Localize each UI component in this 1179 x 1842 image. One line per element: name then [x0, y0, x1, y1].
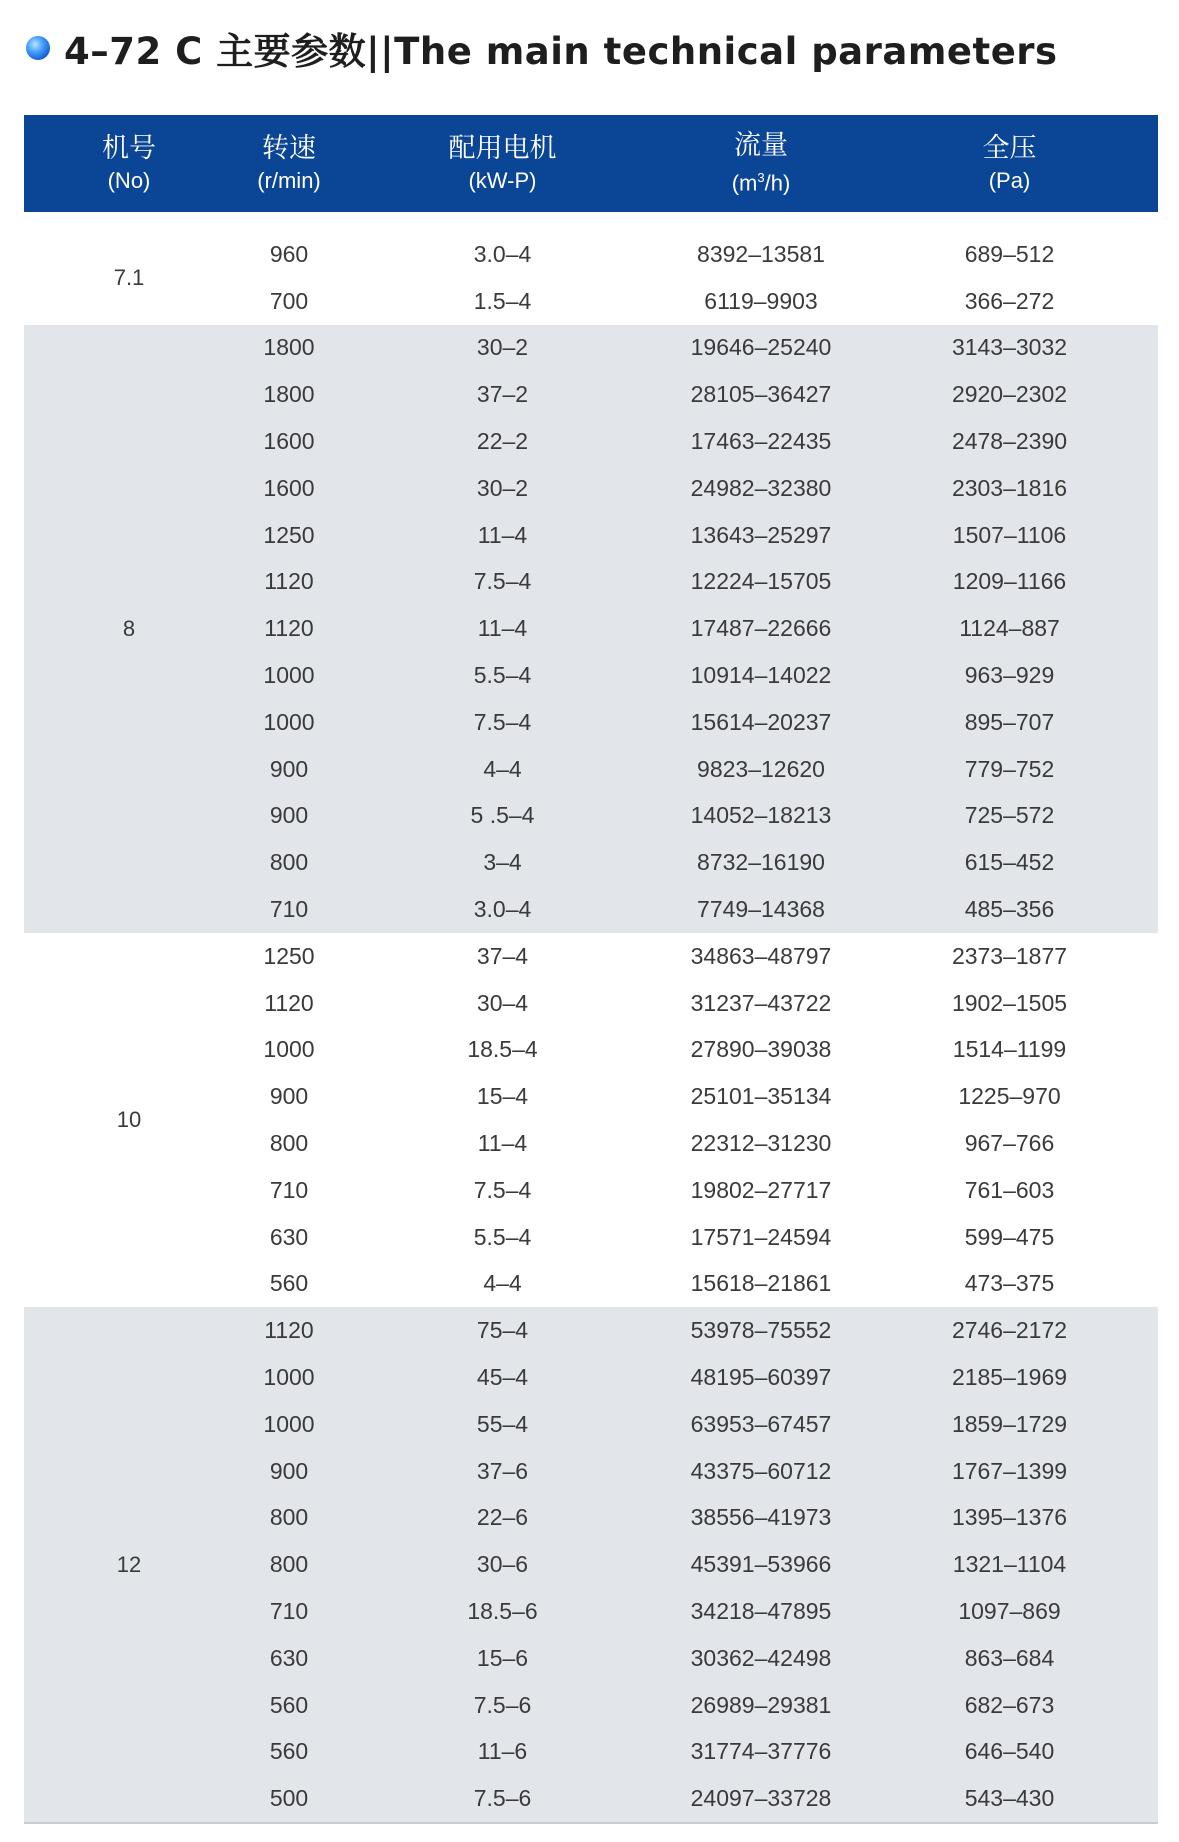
table-row [234, 839, 1158, 886]
motor-cell: 18.5–6 [467, 1598, 538, 1624]
flow-cell: 8392–13581 [697, 240, 825, 267]
motor-cell: 5.5–4 [473, 662, 532, 689]
fan-group [24, 325, 1158, 933]
pressure-cell: 1209–1166 [952, 568, 1067, 595]
motor-cell: 7.5–4 [473, 568, 532, 595]
pressure-cell: 1097–869 [958, 1598, 1061, 1624]
pressure-cell: 1395–1376 [951, 1504, 1068, 1531]
rpm-cell: 800 [269, 1130, 309, 1157]
pressure-cell: 967–766 [964, 1130, 1055, 1157]
rpm-cell: 960 [269, 240, 309, 267]
table-row [234, 652, 1158, 699]
flow-cell: 10914–14022 [690, 662, 832, 689]
pressure-cell: 366–272 [964, 287, 1055, 314]
table-row [234, 1027, 1158, 1074]
motor-cell: 15–4 [476, 1083, 529, 1110]
motor-cell: 75–4 [476, 1317, 529, 1344]
group-rows [234, 1307, 1158, 1822]
flow-cell: 12224–15705 [690, 568, 832, 595]
pressure-cell: 615–452 [964, 849, 1055, 876]
pressure-cell: 1767–1399 [951, 1457, 1068, 1484]
flow-unit-sup: 3 [757, 169, 765, 185]
header-motor-label: 配用电机 [448, 132, 557, 164]
table-row [234, 1073, 1158, 1120]
table-row [234, 371, 1158, 418]
flow-cell: 34218–47895 [690, 1598, 832, 1624]
rpm-cell: 900 [269, 1457, 309, 1484]
header-flow-unit [732, 163, 791, 198]
pressure-cell: 2746–2172 [951, 1317, 1068, 1344]
motor-cell: 7.5–4 [473, 708, 532, 735]
rpm-cell: 560 [269, 1738, 309, 1765]
pressure-cell: 761–603 [964, 1176, 1055, 1203]
pressure-cell: 1514–1199 [952, 1036, 1067, 1063]
pressure-cell: 689–512 [964, 240, 1055, 267]
flow-cell: 14052–18213 [690, 802, 832, 829]
rpm-cell: 1000 [263, 1036, 315, 1063]
fan-number: 12 [116, 1551, 142, 1577]
header-rpm [234, 115, 344, 212]
fan-group [24, 231, 1158, 325]
table-row [234, 1214, 1158, 1261]
motor-cell: 4–4 [483, 1270, 522, 1297]
rpm-cell: 1250 [263, 521, 315, 548]
header-no-label: 机号 [102, 132, 156, 164]
rpm-cell: 900 [269, 755, 309, 782]
rpm-cell: 1600 [263, 474, 315, 501]
pressure-cell: 2478–2390 [951, 428, 1068, 455]
motor-cell: 11–4 [477, 1130, 528, 1157]
pressure-cell: 1902–1505 [951, 989, 1068, 1016]
table-header [24, 115, 1158, 212]
motor-cell: 7.5–4 [473, 1176, 532, 1203]
pressure-cell: 1321–1104 [952, 1551, 1067, 1578]
table-row [234, 1682, 1158, 1729]
flow-cell: 9823–12620 [697, 755, 825, 782]
table-row [234, 1354, 1158, 1401]
pressure-cell: 2920–2302 [951, 381, 1068, 408]
header-no-unit: (No) [107, 167, 151, 193]
flow-unit-post: /h) [764, 170, 791, 196]
pressure-cell: 1124–887 [959, 615, 1060, 642]
table-row [234, 1167, 1158, 1214]
header-pressure-unit: (Pa) [988, 167, 1031, 193]
table-row [234, 886, 1158, 933]
flow-cell: 34863–48797 [690, 942, 832, 969]
pressure-cell: 599–475 [964, 1223, 1055, 1250]
header-gap [24, 212, 1158, 231]
motor-cell: 22–2 [476, 428, 529, 455]
flow-cell: 25101–35134 [690, 1083, 832, 1110]
fan-group [24, 933, 1158, 1307]
table-row [234, 512, 1158, 559]
table-row [234, 793, 1158, 840]
table-row [234, 465, 1158, 512]
table-row [234, 1635, 1158, 1682]
rpm-cell: 1800 [263, 381, 315, 408]
flow-cell: 43375–60712 [690, 1457, 832, 1484]
rpm-cell: 1800 [263, 334, 315, 361]
rpm-cell: 560 [269, 1270, 309, 1297]
flow-cell: 8732–16190 [697, 849, 825, 876]
rpm-cell: 700 [269, 287, 309, 314]
fan-number: 7.1 [113, 264, 145, 290]
rpm-cell: 630 [269, 1223, 309, 1250]
pressure-cell: 1859–1729 [951, 1410, 1068, 1437]
motor-cell: 45–4 [476, 1364, 529, 1391]
motor-cell: 11–6 [477, 1738, 528, 1765]
flow-cell: 19646–25240 [690, 334, 832, 361]
rpm-cell: 900 [269, 1083, 309, 1110]
flow-cell: 48195–60397 [690, 1364, 832, 1391]
fan-number: 8 [122, 615, 136, 641]
motor-cell: 3.0–4 [473, 240, 532, 267]
table-row [234, 1448, 1158, 1495]
pressure-cell: 2185–1969 [951, 1364, 1068, 1391]
flow-cell: 24097–33728 [690, 1785, 832, 1812]
group-rows [234, 231, 1158, 325]
motor-cell: 30–2 [476, 474, 529, 501]
motor-cell: 55–4 [476, 1410, 529, 1437]
rpm-cell: 1120 [264, 568, 314, 595]
pressure-cell: 1225–970 [958, 1083, 1061, 1110]
table-row [234, 231, 1158, 278]
rpm-cell: 500 [269, 1785, 309, 1812]
rpm-cell: 800 [269, 1504, 309, 1531]
table-row [234, 1261, 1158, 1308]
rpm-cell: 1120 [264, 615, 314, 642]
table-row [234, 278, 1158, 325]
rpm-cell: 710 [269, 896, 309, 923]
flow-cell: 45391–53966 [690, 1551, 832, 1578]
pressure-cell: 485–356 [964, 896, 1055, 923]
flow-cell: 17463–22435 [690, 428, 832, 455]
flow-cell: 63953–67457 [690, 1410, 832, 1437]
flow-cell: 22312–31230 [690, 1130, 832, 1157]
rpm-cell: 800 [269, 1551, 309, 1578]
rpm-cell: 900 [269, 802, 309, 829]
pressure-cell: 1507–1106 [952, 521, 1067, 548]
table-row [234, 1120, 1158, 1167]
flow-cell: 13643–25297 [690, 521, 832, 548]
rpm-cell: 1000 [263, 662, 315, 689]
motor-cell: 15–6 [476, 1644, 529, 1671]
motor-cell: 18.5–4 [467, 1036, 538, 1063]
flow-cell: 19802–27717 [690, 1176, 832, 1203]
table-row [234, 559, 1158, 606]
table-body [24, 231, 1158, 1822]
motor-cell: 11–4 [477, 521, 528, 548]
parameters-table [24, 115, 1158, 1824]
fan-group [24, 1307, 1158, 1822]
table-row [234, 1775, 1158, 1822]
rpm-cell: 1600 [263, 428, 315, 455]
pressure-cell: 863–684 [964, 1644, 1055, 1671]
flow-cell: 30362–42498 [690, 1644, 832, 1671]
flow-cell: 26989–29381 [690, 1691, 832, 1718]
flow-cell: 24982–32380 [690, 474, 832, 501]
pressure-cell: 779–752 [964, 755, 1055, 782]
pressure-cell: 3143–3032 [951, 334, 1068, 361]
page-title [26, 26, 1058, 73]
header-motor [344, 115, 661, 212]
motor-cell: 1.5–4 [473, 287, 532, 314]
table-row [234, 699, 1158, 746]
pressure-cell: 682–673 [964, 1691, 1055, 1718]
motor-cell: 30–6 [476, 1551, 529, 1578]
header-no [24, 115, 234, 212]
bullet-icon [26, 36, 50, 60]
pressure-cell: 646–540 [964, 1738, 1055, 1765]
rpm-cell: 1000 [263, 708, 315, 735]
table-row [234, 1495, 1158, 1542]
rpm-cell: 630 [269, 1644, 309, 1671]
table-row [234, 980, 1158, 1027]
rpm-cell: 1250 [263, 942, 315, 969]
title-text: 4–72 C 主要参数||The main technical parameters [64, 30, 1058, 73]
rpm-cell: 800 [269, 849, 309, 876]
motor-cell: 5.5–4 [473, 1223, 532, 1250]
table-row [234, 746, 1158, 793]
rpm-cell: 710 [269, 1176, 309, 1203]
pressure-cell: 473–375 [964, 1270, 1055, 1297]
motor-cell: 5 .5–4 [470, 802, 535, 829]
motor-cell: 37–4 [476, 942, 529, 969]
table-row [234, 418, 1158, 465]
pressure-cell: 2373–1877 [951, 942, 1068, 969]
motor-cell: 22–6 [476, 1504, 529, 1531]
rpm-cell: 1000 [263, 1410, 315, 1437]
motor-cell: 7.5–6 [473, 1785, 532, 1812]
motor-cell: 4–4 [483, 755, 522, 782]
table-row [234, 1307, 1158, 1354]
table-row [234, 605, 1158, 652]
header-flow [661, 115, 861, 212]
motor-cell: 11–4 [477, 615, 528, 642]
rpm-cell: 1120 [264, 1317, 314, 1344]
motor-cell: 37–6 [476, 1457, 529, 1484]
rpm-cell: 560 [269, 1691, 309, 1718]
motor-cell: 3.0–4 [473, 896, 532, 923]
pressure-cell: 895–707 [964, 708, 1055, 735]
flow-cell: 6119–9903 [704, 287, 818, 314]
motor-cell: 37–2 [476, 381, 529, 408]
pressure-cell: 543–430 [964, 1785, 1055, 1812]
flow-cell: 15618–21861 [690, 1270, 832, 1297]
flow-cell: 7749–14368 [697, 896, 825, 923]
rpm-cell: 710 [269, 1598, 309, 1624]
header-motor-unit: (kW-P) [468, 167, 537, 193]
group-rows [234, 933, 1158, 1307]
flow-cell: 17487–22666 [690, 615, 832, 642]
flow-cell: 53978–75552 [690, 1317, 832, 1344]
motor-cell: 30–2 [476, 334, 529, 361]
pressure-cell: 725–572 [964, 802, 1055, 829]
rpm-cell: 1000 [263, 1364, 315, 1391]
pressure-cell: 2303–1816 [951, 474, 1068, 501]
header-pressure-label: 全压 [982, 132, 1037, 164]
motor-cell: 3–4 [483, 849, 522, 876]
flow-cell: 31237–43722 [690, 989, 832, 1016]
motor-cell: 7.5–6 [473, 1691, 532, 1718]
table-row [234, 933, 1158, 980]
table-row [234, 1588, 1158, 1635]
table-bottom-border [24, 1822, 1158, 1824]
group-rows [234, 325, 1158, 933]
header-pressure [861, 115, 1158, 212]
flow-cell: 15614–20237 [690, 708, 832, 735]
flow-cell: 28105–36427 [690, 381, 832, 408]
rpm-cell: 1120 [264, 989, 314, 1016]
header-flow-label: 流量 [734, 129, 788, 161]
table-row [234, 1401, 1158, 1448]
motor-cell: 30–4 [476, 989, 529, 1016]
table-row [234, 325, 1158, 372]
flow-cell: 31774–37776 [690, 1738, 832, 1765]
table-row [234, 1541, 1158, 1588]
pressure-cell: 963–929 [964, 662, 1055, 689]
flow-cell: 17571–24594 [690, 1223, 832, 1250]
table-row [234, 1729, 1158, 1776]
flow-cell: 38556–41973 [690, 1504, 832, 1531]
flow-unit-pre: (m [731, 170, 758, 196]
header-rpm-label: 转速 [262, 132, 316, 164]
flow-cell: 27890–39038 [690, 1036, 832, 1063]
fan-number: 10 [116, 1107, 142, 1133]
header-rpm-unit: (r/min) [257, 167, 321, 193]
